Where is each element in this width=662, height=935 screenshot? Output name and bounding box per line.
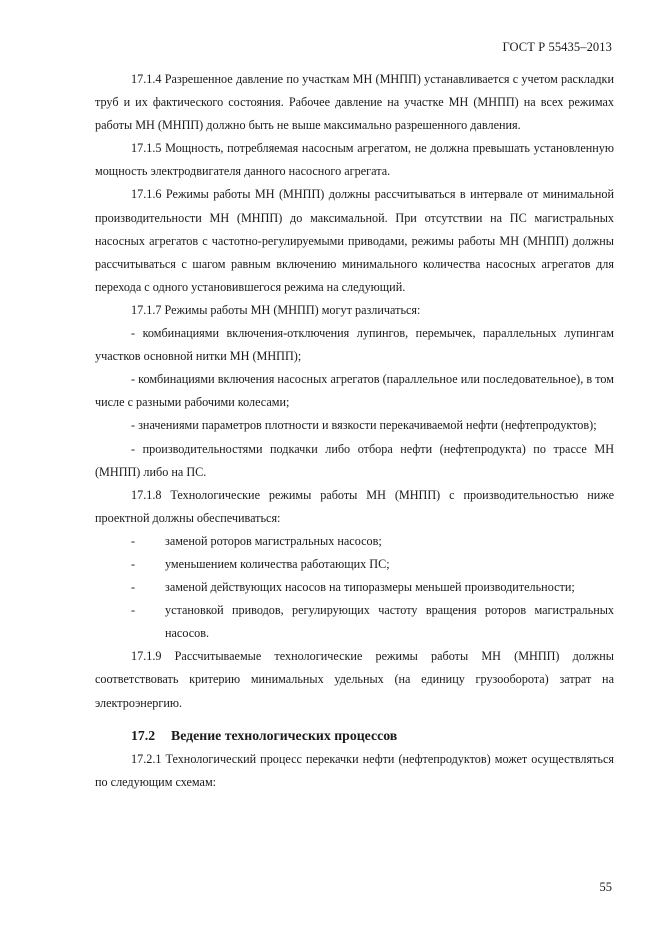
list-item-text: уменьшением количества работающих ПС; bbox=[165, 556, 390, 571]
list-item-text: заменой роторов магистральных насосов; bbox=[165, 533, 382, 548]
section-heading bbox=[95, 723, 614, 748]
page-number: 55 bbox=[599, 880, 612, 894]
section-title: Ведение технологических процессов bbox=[171, 727, 398, 743]
paragraph-17-1-7: 17.1.7 Режимы работы МН (МНПП) могут различаться: bbox=[131, 302, 421, 317]
list-item: - значениями параметров плотности и вязкости перекачиваемой нефти (нефтепродуктов); bbox=[131, 418, 597, 433]
paragraph-17-1-4: 17.1.4 Разрешенное давление по участкам МН (МНПП) устанавливается с учетом раскладки труб и их фактического состояния. Рабочее давление на участке МН (МНПП) на всех режимах работы МН (МНПП) должно быть не выше максимально разрешенного давления. bbox=[95, 72, 614, 133]
list-item bbox=[95, 576, 614, 599]
paragraph-17-2-1: 17.2.1 Технологический процесс перекачки нефти (нефтепродуктов) может осуществляться по следующим схемам: bbox=[95, 751, 614, 789]
list-item bbox=[95, 553, 614, 576]
list-item: - производительностями подкачки либо отбора нефти (нефтепродукта) по трассе МН (МНПП) либо на ПС. bbox=[95, 441, 614, 479]
list-item bbox=[95, 599, 614, 645]
page-content bbox=[95, 68, 614, 794]
list-item-text: заменой действующих насосов на типоразмеры меньшей производительности; bbox=[165, 580, 575, 595]
list-dash: - bbox=[131, 603, 136, 618]
paragraph-17-1-5: 17.1.5 Мощность, потребляемая насосным агрегатом, не должна превышать установленную мощность электродвигателя данного насосного агрегата. bbox=[95, 141, 614, 179]
list-dash: - bbox=[131, 533, 136, 548]
list-dash: - bbox=[131, 580, 136, 595]
list-dash: - bbox=[131, 556, 136, 571]
section-number: 17.2 bbox=[131, 727, 156, 743]
list-item bbox=[95, 530, 614, 553]
paragraph-17-1-9: 17.1.9 Рассчитываемые технологические режимы работы МН (МНПП) должны соответствовать критерию минимальных удельных (на единицу грузооборота) затрат на электроэнергию. bbox=[95, 649, 614, 710]
paragraph-17-1-6: 17.1.6 Режимы работы МН (МНПП) должны рассчитываться в интервале от минимальной производительности МН (МНПП) до максимальной. При отсутствии на ПС магистральных насосных агрегатов с частотно-регулируемыми приводами, режимы работы МН (МНПП) должны рассчитываться с шагом равным включению минимального количества насосных агрегатов для перехода с одного установившегося режима на следующий. bbox=[95, 187, 614, 294]
list-item-text: установкой приводов, регулирующих частоту вращения роторов магистральных насосов. bbox=[165, 603, 614, 641]
list-item: - комбинациями включения-отключения лупингов, перемычек, параллельных лупингам участков основной нитки МН (МНПП); bbox=[95, 326, 614, 364]
document-header: ГОСТ Р 55435–2013 bbox=[502, 40, 612, 54]
paragraph-17-1-8: 17.1.8 Технологические режимы работы МН (МНПП) с производительностью ниже проектной должны обеспечиваться: bbox=[95, 487, 614, 525]
list-item: - комбинациями включения насосных агрегатов (параллельное или последовательное), в том числе с разными рабочими колесами; bbox=[95, 372, 614, 410]
